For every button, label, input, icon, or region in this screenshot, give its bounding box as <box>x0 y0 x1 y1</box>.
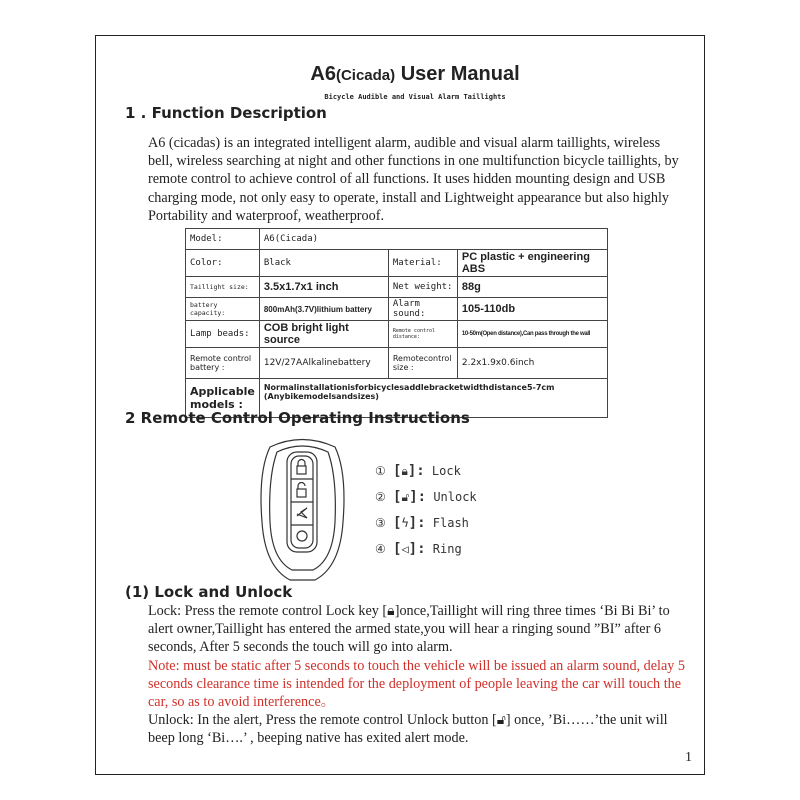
flash-icon <box>297 508 307 518</box>
spec-label: Model: <box>186 229 260 250</box>
spec-label: Taillight size: <box>186 277 260 298</box>
legend-item-flash: ③ [ϟ]: Flash <box>375 515 469 531</box>
spec-value: 105-110db <box>457 298 607 321</box>
unlock-icon: 🔓︎ <box>496 712 506 729</box>
spec-value: 12V/27AAlkalinebattery <box>259 348 388 379</box>
unlock-icon: 🔓︎ <box>401 490 410 504</box>
spec-value: 800mAh(3.7V)lithium battery <box>259 298 388 321</box>
spec-value: A6(Cicada) <box>259 229 607 250</box>
spec-label: battery capacity: <box>186 298 260 321</box>
spec-label: Lamp beads: <box>186 321 260 348</box>
note-warning: Note: must be static after 5 seconds to touch the vehicle will be issued an alarm sound, delay 5 seconds clearance time is intended for the deployment of people leaving the car will touch the car, so as to avoid interference。 <box>148 657 686 711</box>
lock-unlock-body <box>148 602 688 748</box>
ring-icon <box>297 531 307 541</box>
document-title: A6(Cicada) User Manual <box>310 63 520 85</box>
lock-icon: 🔒︎ <box>387 603 395 619</box>
unlock-icon <box>297 489 306 497</box>
spec-value: Black <box>259 250 388 277</box>
spec-value: 2.2x1.9x0.6inch <box>457 348 607 379</box>
legend-item-lock: ① [🔒︎]: Lock <box>375 463 461 479</box>
spec-value: COB bright light source <box>259 321 388 348</box>
spec-value: 88g <box>457 277 607 298</box>
spec-label: Alarm sound: <box>388 298 457 321</box>
spec-label: Remote control distance: <box>388 321 457 348</box>
spec-label: Material: <box>388 250 457 277</box>
section1-heading: 1 . Function Description <box>125 104 327 122</box>
spec-value: 10-50m(Open distance),Can pass through the wall <box>457 321 607 348</box>
spec-label: Remotecontrol size : <box>388 348 457 379</box>
lock-icon <box>297 466 306 474</box>
legend-item-ring: ④ [◁]: Ring <box>375 541 462 557</box>
legend-item-unlock: ② [🔓︎]: Unlock <box>375 489 477 505</box>
spec-value: PC plastic + engineering ABS <box>457 250 607 277</box>
lock-instructions: Lock: Press the remote control Lock key [🔒︎]once,Taillight will ring three times ‘Bi Bi Bi’ to alert owner,Taillight has entered the armed state,you will hear a ringing sound ”BI” after 6 seconds, After 5 seconds the touch will go into alarm. <box>148 603 670 656</box>
spec-label: Remote control battery : <box>186 348 260 379</box>
lock-unlock-heading: (1) Lock and Unlock <box>125 583 293 601</box>
function-description: A6 (cicadas) is an integrated intelligent alarm, audible and visual alarm taillights, wireless bell, wireless searching at night and other functions in one multifunction bicycle taillights, by remote control to achieve control of all functions. It uses hidden mounting design and USB charging mode, not only easy to operate, install and Lightweight appearance but also highly Portability and waterproof, weatherproof. <box>148 135 679 224</box>
spec-label: Net weight: <box>388 277 457 298</box>
spec-value: 3.5x1.7x1 inch <box>259 277 388 298</box>
spec-value: Normalinstallationisforbicyclesaddlebracketwidthdistance5-7cm (Anybikemodelsandsizes) <box>259 379 607 418</box>
spec-label: Color: <box>186 250 260 277</box>
spec-table <box>185 228 608 418</box>
document-subtitle: Bicycle Audible and Visual Alarm Taillights <box>324 93 506 101</box>
unlock-instructions: Unlock: In the alert, Press the remote control Unlock button [🔓︎] once, ’Bi……’the unit will beep long ‘Bi….’ , beeping native has exited alert mode. <box>148 712 668 747</box>
section2-heading: 2 Remote Control Operating Instructions <box>125 409 470 427</box>
remote-control-illustration <box>255 432 350 584</box>
speaker-icon: ◁ <box>401 542 409 556</box>
spec-label: Applicable models : <box>186 379 260 418</box>
page-number: 1 <box>685 750 692 765</box>
lock-icon: 🔒︎ <box>401 464 408 478</box>
flash-icon: ϟ <box>401 516 409 530</box>
